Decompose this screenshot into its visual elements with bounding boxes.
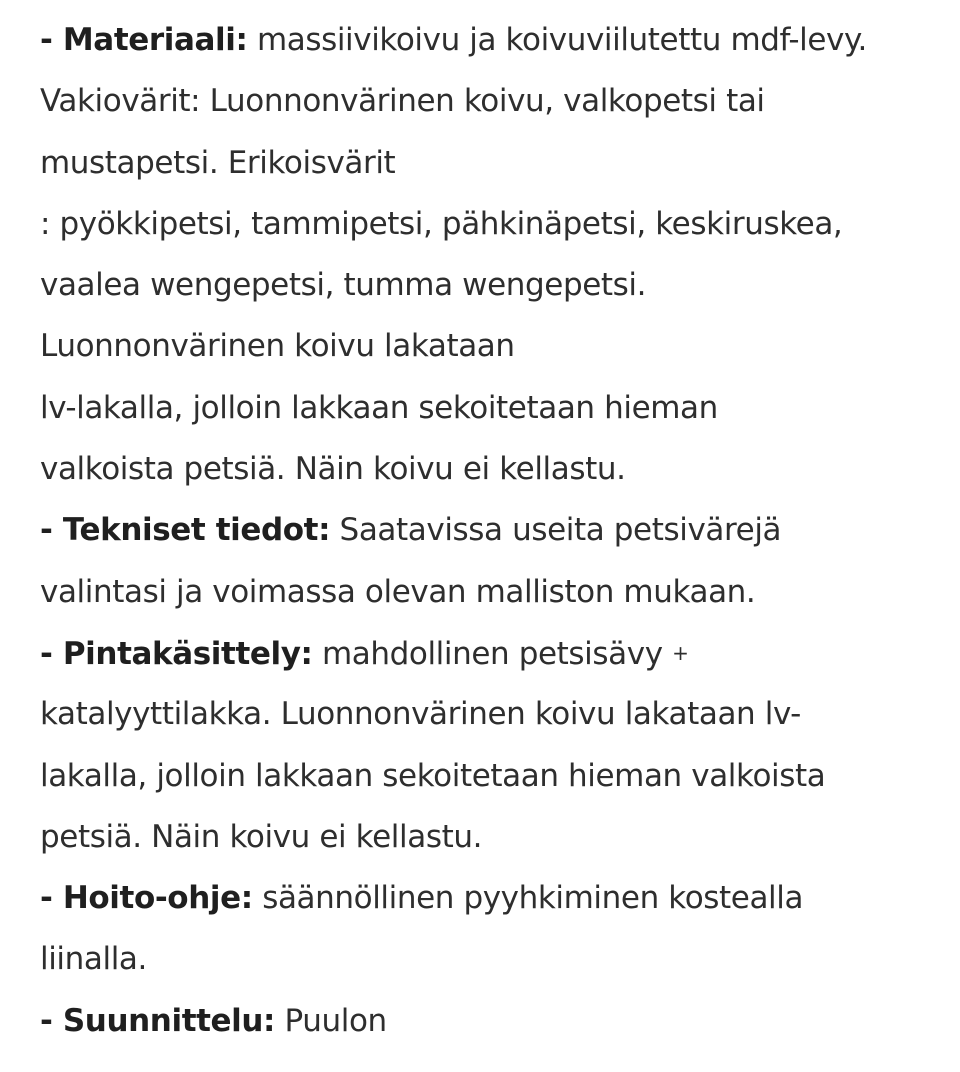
spec-line: valintasi ja voimassa olevan malliston mukaan. xyxy=(40,573,756,610)
materiaali-label: - Materiaali: xyxy=(40,22,248,58)
hoito-label: - Hoito-ohje: xyxy=(40,880,253,917)
pintakasittely-text: mahdollinen petsisävy xyxy=(312,635,673,672)
spec-line: valkoista petsiä. Näin koivu ei kellastu. xyxy=(40,451,626,488)
spec-line: petsiä. Näin koivu ei kellastu. xyxy=(40,818,483,855)
spec-line: lv-lakalla, jolloin lakkaan sekoitetaan hieman xyxy=(40,389,718,426)
tekniset-text: Saatavissa useita petsivärejä xyxy=(330,512,782,549)
spec-line xyxy=(40,500,940,561)
pintakasittely-label: - Pintakäsittely: xyxy=(40,635,313,672)
spec-line xyxy=(40,10,940,71)
spec-line: Vakiovärit: Luonnonvärinen koivu, valkopetsi tai xyxy=(40,83,765,120)
spec-line: mustapetsi. Erikoisvärit xyxy=(40,144,396,181)
plus-sign: + xyxy=(672,640,689,665)
spec-line: katalyyttilakka. Luonnonvärinen koivu lakataan lv- xyxy=(40,696,801,733)
spec-line: lakalla, jolloin lakkaan sekoitetaan hieman valkoista xyxy=(40,757,826,794)
spec-line: vaalea wengepetsi, tumma wengepetsi. xyxy=(40,267,647,304)
hoito-text: säännöllinen pyyhkiminen kostealla xyxy=(252,880,804,917)
suunnittelu-text: Puulon xyxy=(275,1002,387,1039)
spec-line: : pyökkipetsi, tammipetsi, pähkinäpetsi, keskiruskea, xyxy=(40,205,843,242)
spec-line xyxy=(40,868,940,929)
materiaali-text: massiivikoivu ja koivuviilutettu mdf-levy. xyxy=(247,22,867,58)
spec-line: Luonnonvärinen koivu lakataan xyxy=(40,328,515,365)
suunnittelu-label: - Suunnittelu: xyxy=(40,1002,276,1039)
spec-line: liinalla. xyxy=(40,941,147,978)
product-spec-text xyxy=(40,10,940,1052)
tekniset-label: - Tekniset tiedot: xyxy=(40,512,331,549)
spec-line xyxy=(40,623,940,684)
spec-line xyxy=(40,991,940,1052)
